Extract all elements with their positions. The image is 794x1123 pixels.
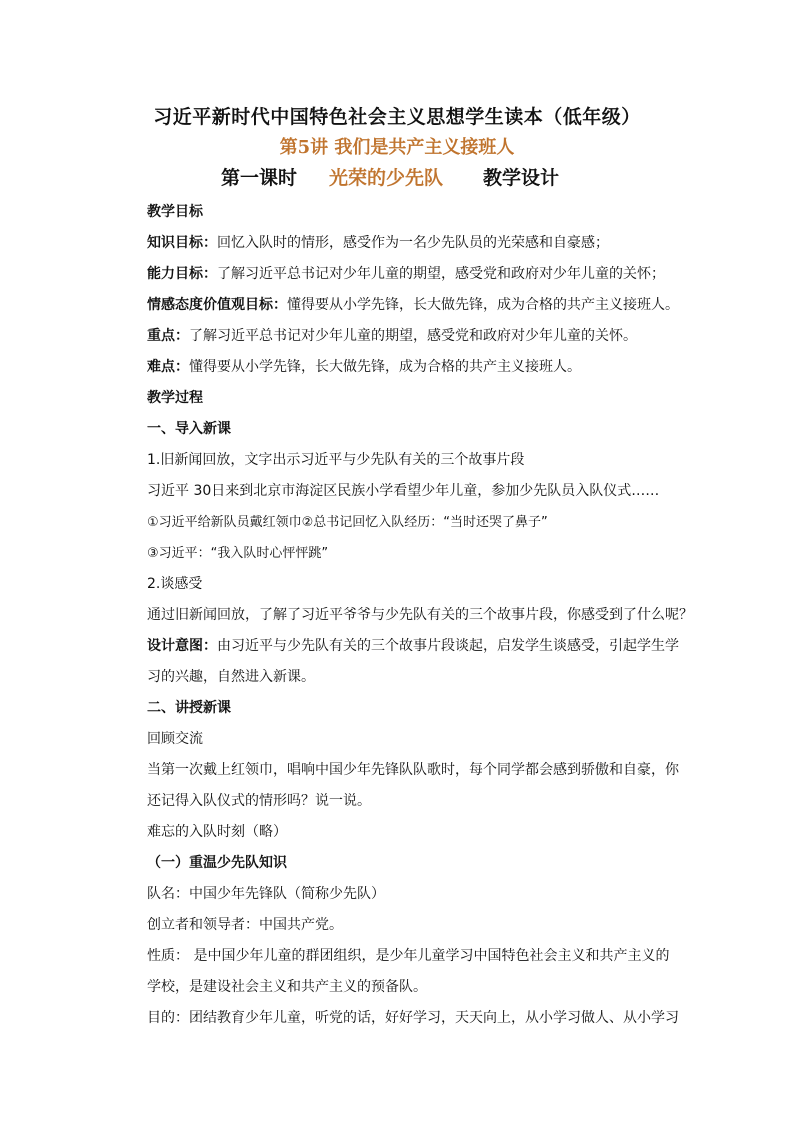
- lesson-title: [221, 163, 559, 190]
- book-title: 习近平新时代中国特色社会主义思想学生读本（低年级）: [153, 106, 641, 128]
- lesson-suffix: 教学设计: [483, 167, 560, 189]
- key-point: 重点：了解习近平总书记对少年儿童的期望，感受党和政府对少年儿童的关怀。: [147, 328, 637, 344]
- section1-heading: 一、导入新课: [147, 421, 231, 437]
- memorable-moment: 难忘的入队时刻（略）: [147, 824, 287, 840]
- section2-heading: 二、讲授新课: [147, 700, 231, 716]
- stories-line-2: ③习近平：“我入队时心怦怦跳”: [147, 546, 329, 561]
- review-question: 当第一次戴上红领巾，唱响中国少年先锋队队歌时，每个同学都会感到骄傲和自豪，你还记得入队仪式的情形吗？说一说。: [147, 762, 679, 809]
- founder: 创立者和领导者：中国共产党。: [147, 917, 343, 933]
- step2: 2.谈感受: [147, 576, 203, 592]
- process-heading: 教学过程: [147, 390, 203, 406]
- news-line: 习近平 30日来到北京市海淀区民族小学看望少年儿童，参加少先队员入队仪式……: [147, 483, 660, 499]
- review: 回顾交流: [147, 731, 203, 747]
- nature: 性质： 是中国少年儿童的群团组织，是少年儿童学习中国特色社会主义和共产主义的学校，是建设社会主义和共产主义的预备队。: [147, 948, 670, 995]
- design-intent: 设计意图：由习近平与少先队有关的三个故事片段谈起，启发学生谈感受，引起学生学习的兴趣，自然进入新课。: [147, 638, 679, 685]
- step1: 1.旧新闻回放，文字出示习近平与少先队有关的三个故事片段: [147, 452, 525, 468]
- sub1-heading: （一）重温少先队知识: [147, 855, 287, 871]
- objectives-heading: 教学目标: [147, 204, 203, 220]
- difficult-point: 难点：懂得要从小学先锋，长大做先锋，成为合格的共产主义接班人。: [147, 359, 581, 375]
- document-body: [147, 197, 693, 1034]
- knowledge-objective: 知识目标：回忆入队时的情形，感受作为一名少先队员的光荣感和自豪感；: [147, 235, 609, 251]
- lesson-prefix: 第一课时: [221, 167, 298, 189]
- lecture-title: 第5讲 我们是共产主义接班人: [279, 137, 515, 158]
- stories-line-1: ①习近平给新队员戴红领巾②总书记回忆入队经历：“当时还哭了鼻子”: [147, 515, 548, 530]
- emotion-objective: 情感态度价值观目标：懂得要从小学先锋，长大做先锋，成为合格的共产主义接班人。: [147, 297, 679, 313]
- lesson-topic: 光荣的少先队: [329, 167, 444, 189]
- purpose: 目的：团结教育少年儿童，听党的话，好好学习，天天向上，从小学习做人、从小学习: [147, 1010, 679, 1026]
- team-name: 队名：中国少年先锋队（简称少先队）: [147, 886, 385, 902]
- ability-objective: 能力目标：了解习近平总书记对少年儿童的期望，感受党和政府对少年儿童的关怀；: [147, 266, 665, 282]
- question: 通过旧新闻回放，了解了习近平爷爷与少先队有关的三个故事片段，你感受到了什么呢？: [147, 607, 693, 623]
